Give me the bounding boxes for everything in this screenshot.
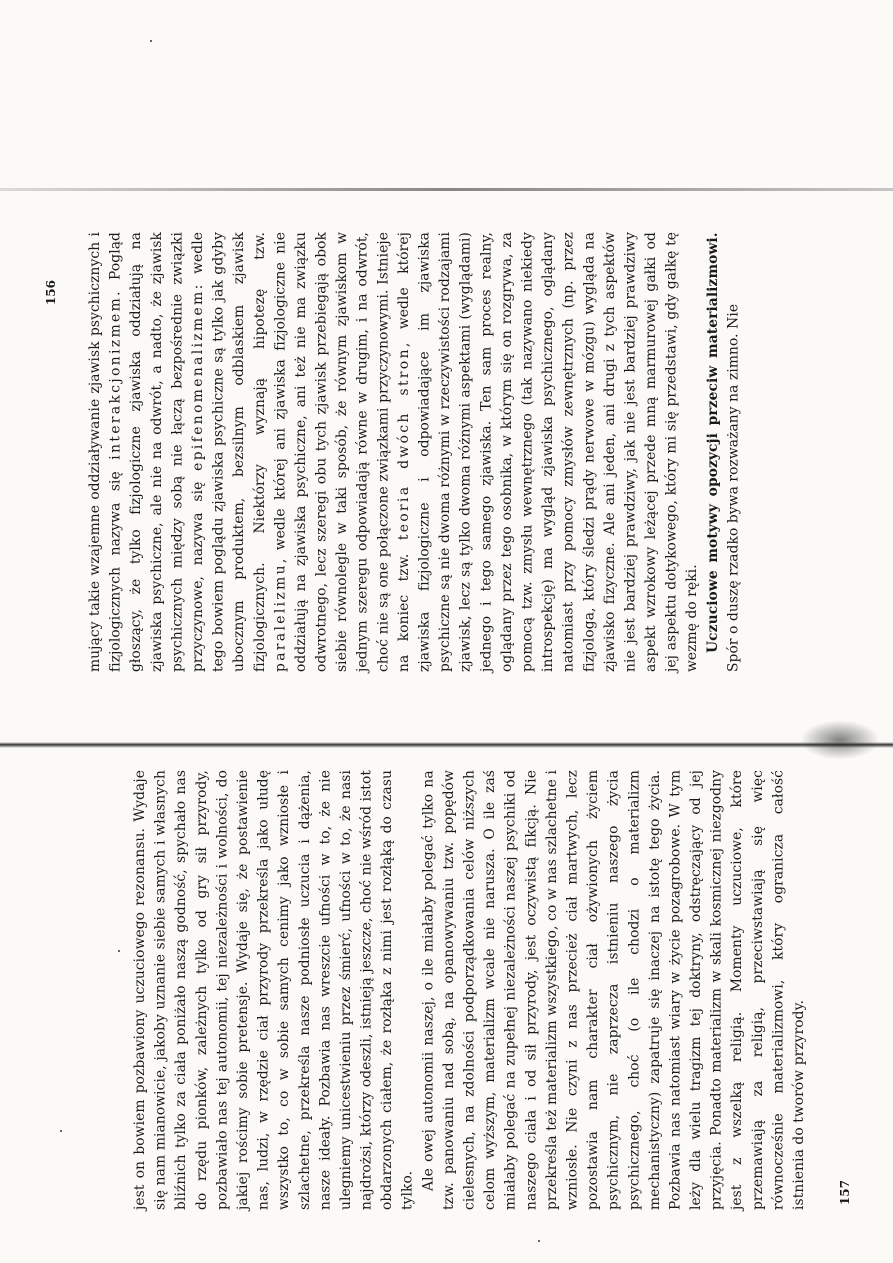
section-heading: Uczuciowe motywy opozycji przeciw materializmowi. xyxy=(704,232,721,653)
fold-smudge xyxy=(800,720,880,760)
scan-edge-top xyxy=(0,188,893,191)
page-fold-line xyxy=(0,742,893,748)
text-run: jest on bowiem pozbawiony uczuciowego rezonansu. Wydaje się nam mianowicie, jakoby uznanie siebie samych i własnych bliźnich tylko za ciała poniżało naszą godność, spychało nas do rzędu pionków, zależnych tylko od gry sił przyrody, pozbawiało nas tej autonomii, tej niezależności i wolności, do jakiej rościmy sobie pretensje. Wydaje się, że postawienie nas, ludzi, w rzędzie ciał przyrody przekreśla jako ułudę wszystko to, co w sobie samych cenimy jako wzniosłe i szlachetne, przekreśla nasze podniosłe uczucia i dążenia, nasze ideały. Pozbawia nas wreszcie ufności w to, że nie ulegniemy unicestwieniu przez śmierć, ufności w to, że nasi najdrożsi, którzy odeszli, istnieją jeszcze, choć nie wśród istot obdarzonych ciałem, że rozłąka z nimi jest rozłąką do czasu tylko. xyxy=(132,770,416,1210)
dust-speck xyxy=(60,1130,62,1132)
text-run: : wedle tego bowiem poglądu zjawiska psychiczne są tylko jak gdyby ubocznym produktem, bezsilnym odblaskiem zjawisk fizjologicznych. Niektórzy wyznają hipotezę tzw. xyxy=(189,232,268,672)
right-page-text-block xyxy=(130,770,830,1210)
text-run: Spór o duszę rzadko bywa rozważany na zimno. Nie xyxy=(725,303,742,672)
text-run: mujący takie wzajemne oddziaływanie zjawisk psychicznych i fizjologicznych nazywa się xyxy=(87,232,124,672)
emphasized-term: interakcjonizmem xyxy=(107,295,124,460)
emphasized-term: paralelizmu xyxy=(272,563,289,672)
paragraph xyxy=(130,770,418,1210)
text-run: Ale owej autonomii naszej, o ile miałaby polegać tylko na tzw. panowaniu nad sobą, na opanowywaniu tzw. popędów cielesnych, na zdolności podporządkowania celów niższych celom wyższym, materializm wcale nie narusza. O ile zaś miałaby polegać na zupełnej niezależności naszej psychiki od naszego ciała i od sił przyrody, jest oczywistą fikcją. Nie przekreśla też materializm wszystkiego, co w nas szlachetne i wzniosłe. Nie czyni z nas przecież ciał martwych, lecz pozostawia nam charakter ciał ożywionych życiem psychicznym, nie zaprzecza istnieniu naszego życia psychicznego, choć (o ile chodzi o materializm mechanistyczny) zapatruje się inaczej na istotę tego życia. Pozbawia nas natomiast wiary w życie pozagrobowe. W tym leży dla wielu tragizm tej doktryny, odstręczający od jej przyjęcia. Ponadto materializm w skali kosmicznej niezgodny jest z wszelką religią. Momenty uczuciowe, które przemawiają za religią, przeciwstawiają się więc równocześnie materializmowi, który ogranicza całość istnienia do tworów przyrody. xyxy=(420,770,807,1210)
paragraph xyxy=(85,232,703,672)
paragraph xyxy=(703,232,744,672)
page-number-left: 156 xyxy=(44,280,58,306)
text-run: , wedle której ani zjawiska fizjologiczne nie oddziałują na zjawiska psychiczne, ani też nie ma związku odwrotnego, lecz szeregi obu tych zjawisk przebiegają obok siebie równolegle w taki sposób, że równym zjawiskom w jednym szeregu odpowiadają równe w drugim, i na odwrót, choć nie są one połączone związkami przyczynowymi. Istnieje na koniec tzw. xyxy=(272,232,412,672)
page-number-right: 157 xyxy=(838,1180,852,1206)
text-run: . Pogląd głoszący, że tylko fizjologiczne zjawiska oddziałują na zjawiska psychiczne, ale nie na odwrót, a nadto, że zjawisk psychicznych między sobą nie łączą bezpośrednie związki przyczynowe, nazywa się xyxy=(107,232,206,672)
left-page-column xyxy=(85,232,821,672)
emphasized-term: epifenomenalizmem xyxy=(189,289,206,471)
paragraph xyxy=(418,770,809,1210)
text-run: , wedle której zjawiska fizjologiczne i odpowiadające im zjawiska psychiczne są nie dwoma różnymi w rzeczywistości rodzajami zjawisk, lecz są tylko dwoma różnymi aspektami (wyglądami) jednego i tego samego zjawiska. Ten sam proces realny, oglądany przez tego osobnika, w którym się on rozgrywa, za pomocą tzw. zmysłu wewnętrznego (tak nazywano niekiedy introspekcję) ma wygląd zjawiska psychicznego, oglądany natomiast przy pomocy zmysłów zewnętrznych (np. przez fizjologa, który śledzi prądy nerwowe w mózgu) wygląda na zjawisko fizyczne. Ale ani jeden, ani drugi z tych aspektów nie jest bardziej prawdziwy, jak nie jest bardziej prawdziwy aspekt wzrokowy leżącej przede mną marmurowej gałki od jej aspektu dotykowego, który mi się przedstawi, gdy gałkę tę wezmę do ręki. xyxy=(395,232,701,672)
right-page-column xyxy=(130,770,830,1210)
dust-speck xyxy=(150,40,152,42)
dust-speck xyxy=(538,1240,540,1242)
left-page-text-block xyxy=(85,232,821,672)
dust-speck xyxy=(118,950,120,952)
emphasized-term: teoria dwóch stron xyxy=(395,347,412,541)
